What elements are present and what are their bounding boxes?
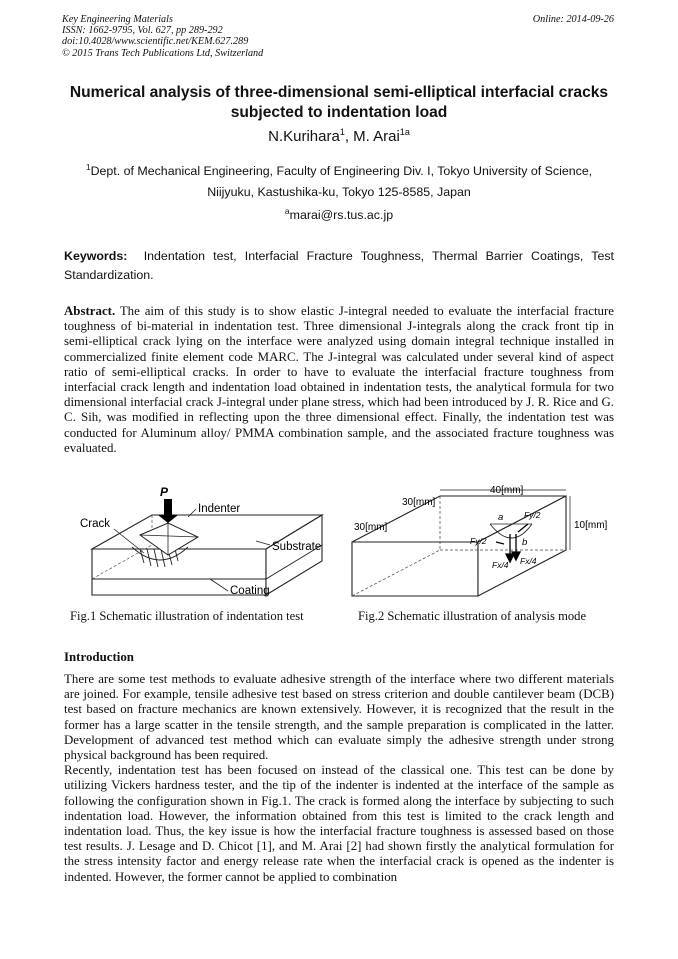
fig2-dim-10-label: 10[mm] — [574, 520, 608, 531]
fig1-diagram — [60, 487, 340, 607]
fig2-label-fy2-left: Fy/2 — [470, 536, 487, 546]
affiliation-sup: 1 — [85, 162, 91, 172]
fig1-label-p: P — [160, 487, 169, 499]
keywords-label: Keywords: — [64, 249, 128, 263]
keywords-text: Indentation test, Interfacial Fracture Toughness, Thermal Barrier Coatings, Test Standardization. — [64, 249, 615, 282]
affiliation — [60, 157, 618, 203]
journal-name: Key Engineering Materials — [62, 14, 173, 25]
author-1-sup: 1 — [339, 127, 345, 137]
fig1-label-coating: Coating — [230, 585, 270, 597]
introduction-paragraph-2: Recently, indentation test has been focused on instead of the classical one. This test can be done by utilizing Vickers hardness tester, and the tip of the indenter is indented at the interface of the sample as following the configuration shown in Fig.1. The crack is formed along the interface by subjecting to such indentation load. However, the information obtained from this test is limited to the crack length and indentation load. Thus, the key issue is how the interfacial fracture toughness is assessed based on those test results. J. Lesage and D. Chicot [1], and M. Arai [2] had shown firstly the analytical formulation for the stress intensity factor and energy release rate when the interfacial crack is opened as the indenter is indented. However, the former cannot be applied to combination — [64, 763, 614, 884]
fig2-diagram — [340, 484, 620, 608]
doi: doi:10.4028/www.scientific.net/KEM.627.289 — [62, 36, 249, 48]
introduction-body — [64, 672, 614, 885]
fig2-dim-30-left: 30[mm] — [354, 522, 388, 533]
fig2-label-a: a — [498, 512, 504, 523]
online-date: Online: 2014-09-26 — [532, 14, 614, 25]
email — [0, 206, 678, 222]
issn: ISSN: 1662-9795, Vol. 627, pp 289-292 — [62, 25, 223, 37]
email-sup: a — [284, 206, 290, 216]
fig2-label-fy2-right: Fy/2 — [524, 510, 541, 520]
fig2-dim-40-label: 40[mm] — [490, 485, 524, 496]
author-2: M. Arai — [353, 128, 400, 145]
abstract — [64, 304, 614, 456]
fig1-label-indenter: Indenter — [198, 503, 241, 515]
paper-title: Numerical analysis of three-dimensional semi-elliptical interfacial cracks subjected to indentation load — [69, 84, 609, 121]
introduction-paragraph-1: There are some test methods to evaluate adhesive strength of the interface where two different materials are joined. For example, tensile adhesive test based on stress criterion and double cantilever beam (DCB) test based on fracture mechanics are known extensively. However, it is recognized that the result in the former has a large scatter in the tensile strength, and the sample preparation is complicated in the latter. Development of advanced test method which can evaluate simply the adhesive strength under strong physical background has been required. — [64, 672, 614, 763]
fig1-load-arrow — [164, 499, 172, 515]
author-sep: , — [344, 128, 354, 145]
fig2-label-b: b — [522, 537, 528, 548]
affiliation-line-1: Dept. of Mechanical Engineering, Faculty of Engineering Div. I, Tokyo University of Science, — [90, 164, 593, 179]
fig1-label-crack: Crack — [80, 518, 111, 530]
fig1-caption: Fig.1 Schematic illustration of indentation test — [70, 609, 304, 623]
fig2-dim-30-top: 30[mm] — [402, 497, 436, 508]
introduction-heading: Introduction — [64, 650, 134, 664]
abstract-label: Abstract. — [64, 304, 116, 318]
email-address: marai@rs.tus.ac.jp — [289, 208, 394, 223]
keywords — [64, 247, 614, 285]
fig2-label-fx4-right: Fx/4 — [520, 556, 537, 566]
copyright: © 2015 Trans Tech Publications Ltd, Switzerland — [62, 47, 264, 59]
fig2-box-front — [352, 542, 478, 596]
author-1: N.Kurihara — [268, 128, 340, 145]
journal-header — [62, 14, 263, 59]
fig1-label-substrate: Substrate — [272, 541, 322, 553]
authors — [0, 127, 678, 145]
author-2-sup: 1a — [399, 127, 410, 137]
affiliation-line-2: Niijyuku, Kastushika-ku, Tokyo 125-8585, Japan — [207, 185, 471, 200]
fig2-label-fx4-left: Fx/4 — [492, 560, 509, 570]
abstract-text: The aim of this study is to show elastic J-integral needed to evaluate the interfacial fracture toughness of bi-material in indentation test. Three dimensional J-integrals along the crack front tip in semi-elliptical crack lying on the interface were analyzed using domain integral technique installed in commercialized finite element code MARC. The J-integral was calculated under several kind of aspect ratio of semi-elliptical cracks. In order to have to evaluate the interfacial fracture toughness from interfacial crack length and indentation load obtained in indentation tests, the analytical formula for two dimensional interfacial crack J-integral under plane stress, which had been introduced by J. R. Rice and G. C. Sih, was modified in reflecting upon the three dimensional effect. Finally, the indentation test was conducted for Aluminum alloy/ PMMA combination sample, and the associated fracture toughness was evaluated. — [64, 304, 614, 455]
fig2-caption: Fig.2 Schematic illustration of analysis mode — [358, 609, 587, 623]
